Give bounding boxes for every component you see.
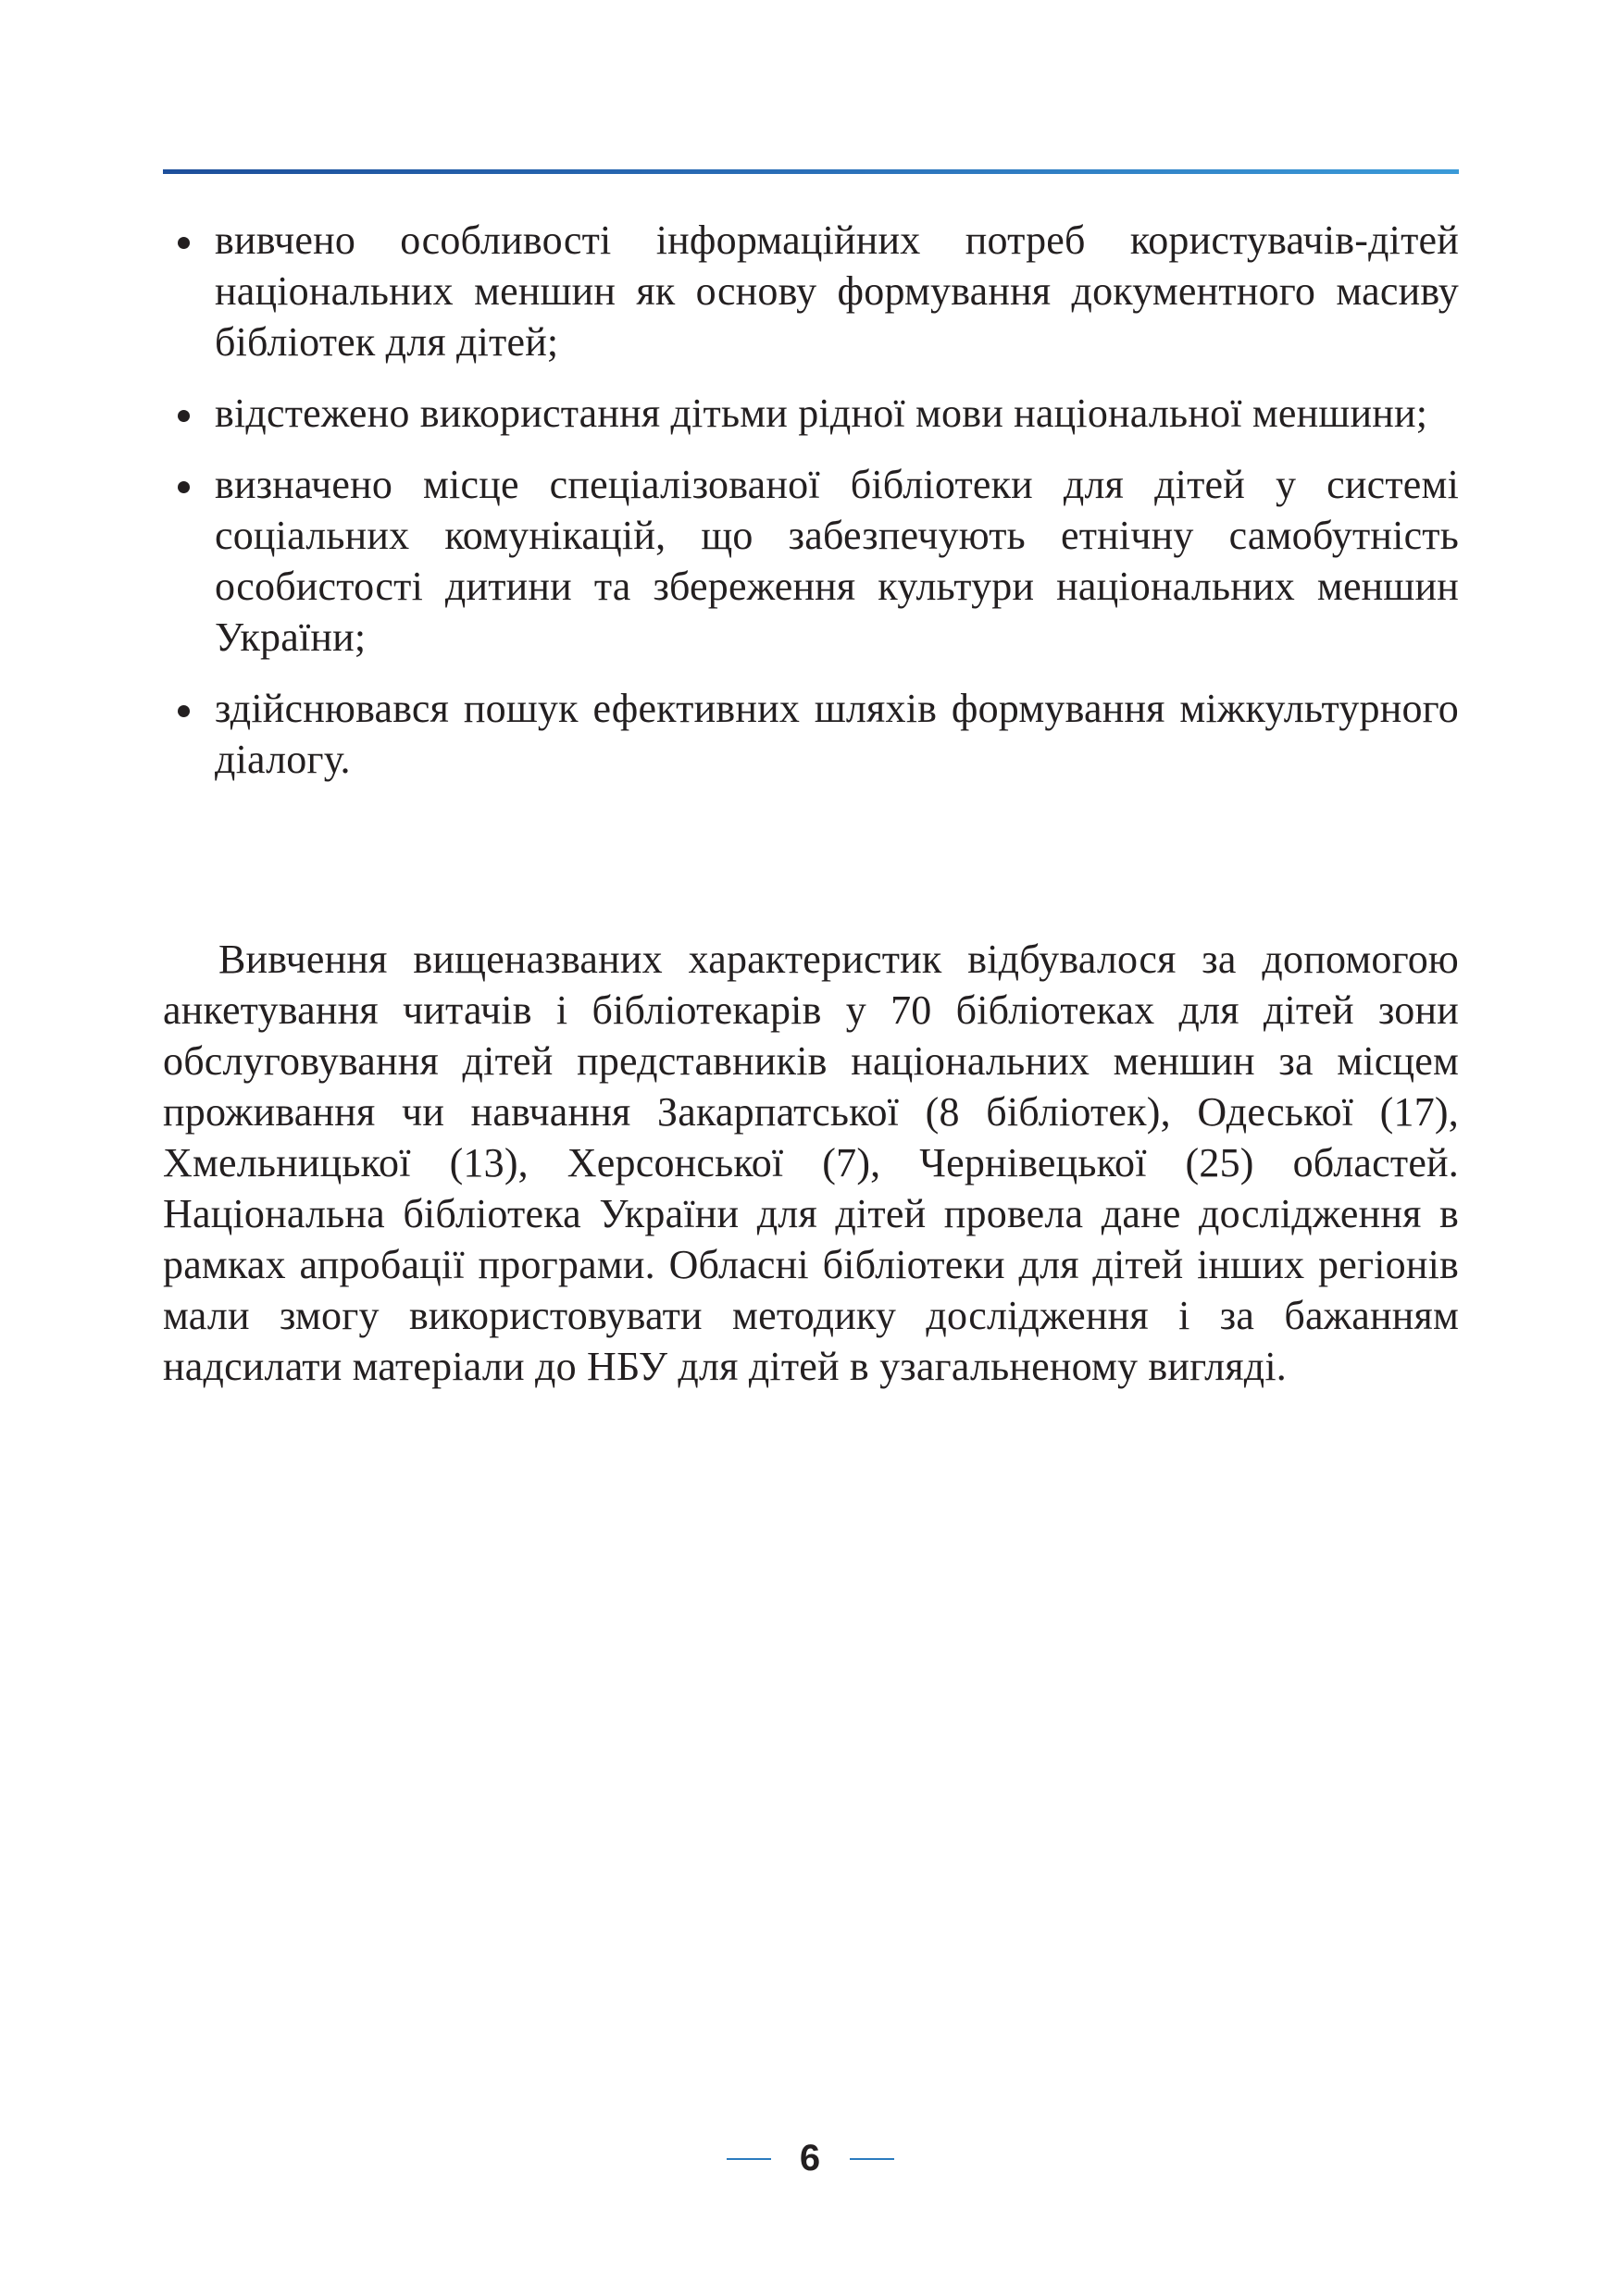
body-paragraph: Вивчення вищеназваних характеристик відбувалося за допомогою анкетування читачів і бібліотекарів у 70 бібліотеках для дітей зони обслуговування дітей представників національних меншин за місцем проживання чи навчання Закарпатської (8 бібліотек), Одеської (17), Хмельницької (13), Херсонської (7), Чернівецької (25) областей. Національна бібліотека України для дітей провела дане дослідження в рамках апробації програми. Обласні бібліотеки для дітей інших регіонів мали змогу використовувати методику дослідження і за бажанням надсилати матеріали до НБУ для дітей в узагальненому вигляді. — [163, 937, 1459, 1389]
bullet-dot-icon — [178, 705, 190, 717]
bullet-dot-icon — [178, 481, 190, 493]
page-footer — [0, 2136, 1619, 2182]
bullet-dot-icon — [178, 410, 190, 422]
page-number: 6 — [799, 2138, 821, 2178]
footer-dash-left — [727, 2158, 771, 2160]
bullet-item — [215, 459, 1459, 663]
bullet-text: здійснювався пошук ефективних шляхів формування міжкультурного діалогу. — [215, 686, 1459, 782]
bullet-dot-icon — [178, 237, 190, 249]
bullet-text: вивчено особливості інформаційних потреб користувачів-дітей національних меншин як основу формування документного масиву бібліотек для дітей; — [215, 217, 1459, 365]
footer-dash-right — [850, 2158, 894, 2160]
bullet-list — [215, 215, 1459, 805]
header-rule — [163, 169, 1459, 174]
bullet-text: відстежено використання дітьми рідної мови національної меншини; — [215, 391, 1428, 436]
bullet-item — [215, 215, 1459, 367]
bullet-text: визначено місце спеціалізованої бібліотеки для дітей у системі соціальних комунікацій, що забезпечують етнічну самобутність особистості дитини та збереження культури національних меншин України; — [215, 462, 1459, 660]
bullet-item — [215, 388, 1459, 439]
bullet-item — [215, 683, 1459, 785]
